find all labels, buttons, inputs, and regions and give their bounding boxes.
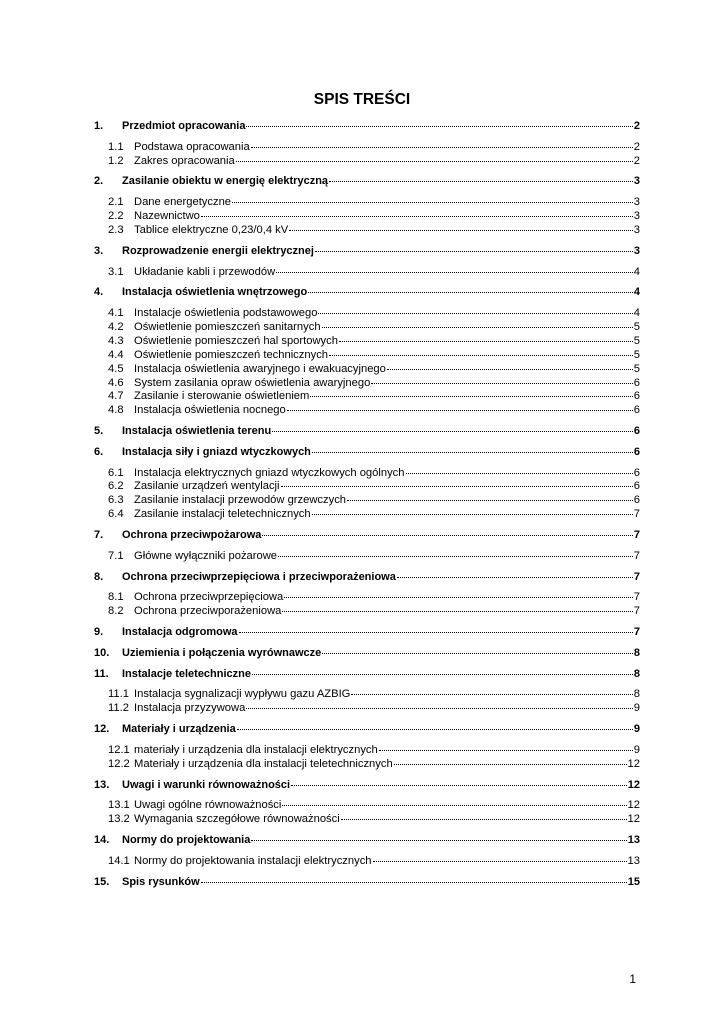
toc-section-entry (94, 719, 640, 740)
toc-entry-title: Zakres opracowania (134, 154, 235, 167)
toc-entry-page: 6 (633, 466, 640, 479)
toc-entry-page: 3 (633, 223, 640, 236)
toc-entry-page: 2 (633, 154, 640, 167)
toc-dot-leader (282, 610, 632, 612)
toc-entry-title: Instalacje teletechniczne (122, 667, 251, 680)
toc-entry-title: Instalacja elektrycznych gniazd wtyczkowych ogólnych (134, 466, 405, 479)
toc-entry-number: 13.1 (108, 799, 130, 812)
toc-entry-page: 5 (633, 362, 640, 375)
toc-entry-title: Oświetlenie pomieszczeń technicznych (134, 348, 329, 361)
toc-entry-title: Normy do projektowania (122, 833, 251, 846)
toc-entry-number: 1.1 (108, 140, 124, 153)
toc-subsection-entry (94, 813, 640, 827)
toc-subsection-entry (94, 363, 640, 377)
toc-entry-page: 6 (633, 390, 640, 403)
toc-section-entry (94, 830, 640, 851)
toc-entry-page: 4 (633, 265, 640, 278)
toc-dot-leader (315, 250, 633, 252)
toc-entry-title: Dane energetyczne (134, 196, 232, 209)
toc-subsection-entry (94, 196, 640, 210)
toc-section-entry (94, 622, 640, 643)
toc-entry-page: 2 (633, 120, 640, 132)
toc-subsection-entry (94, 605, 640, 619)
toc-entry-page: 4 (633, 286, 640, 299)
toc-entry-title: Rozprowadzenie energii elektrycznej (122, 244, 314, 257)
toc-entry-number: 13.2 (108, 813, 130, 826)
toc-entry-number: 2.3 (108, 223, 124, 236)
toc-section-entry (94, 567, 640, 588)
toc-entry-page: 6 (633, 376, 640, 389)
toc-entry-number: 6.2 (108, 480, 124, 493)
toc-entry-title: Normy do projektowania instalacji elektrycznych (134, 854, 372, 867)
toc-dot-leader (232, 201, 633, 203)
toc-entry-number: 4.7 (108, 390, 124, 403)
toc-entry-number: 4.5 (108, 362, 124, 375)
toc-entry-number: 3. (94, 244, 104, 257)
toc-entry-number: 6.4 (108, 508, 124, 521)
toc-section-entry (94, 442, 640, 463)
toc-subsection-entry (94, 349, 640, 363)
toc-dot-leader (387, 368, 633, 370)
toc-entry-title: Zasilanie instalacji przewodów grzewczych (134, 494, 347, 507)
toc-entry-number: 12. (94, 723, 110, 736)
toc-entry-page: 3 (633, 244, 640, 257)
toc-entry-page: 9 (633, 743, 640, 756)
toc-entry-number: 2.1 (108, 196, 124, 209)
toc-dot-leader (276, 271, 633, 273)
toc-entry-number: 1.2 (108, 154, 124, 167)
toc-section-entry (94, 421, 640, 442)
toc-entry-title: Instalacja oświetlenia wnętrzowego (122, 286, 308, 299)
toc-dot-leader (394, 763, 627, 765)
toc-entry-number: 6.3 (108, 494, 124, 507)
table-of-contents (94, 116, 640, 892)
toc-section-entry (94, 171, 640, 192)
page-number: 1 (629, 972, 636, 986)
toc-subsection-entry (94, 591, 640, 605)
toc-entry-page: 5 (633, 348, 640, 361)
toc-entry-page: 9 (633, 702, 640, 715)
toc-entry-page: 6 (633, 480, 640, 493)
toc-entry-number: 4.3 (108, 334, 124, 347)
toc-dot-leader (351, 693, 632, 695)
toc-dot-leader (406, 472, 633, 474)
toc-entry-number: 2. (94, 175, 104, 188)
toc-entry-title: Instalacja siły i gniazd wtyczkowych (122, 445, 311, 458)
toc-entry-page: 7 (633, 549, 640, 562)
toc-subsection-entry (94, 321, 640, 335)
toc-dot-leader (322, 652, 633, 654)
toc-entry-title: System zasilania opraw oświetlenia awaryjnego (134, 376, 371, 389)
toc-subsection-entry (94, 508, 640, 522)
toc-section-entry (94, 525, 640, 546)
toc-entry-number: 4.1 (108, 307, 124, 320)
toc-dot-leader (281, 485, 633, 487)
toc-entry-page: 3 (633, 210, 640, 223)
toc-subsection-entry (94, 550, 640, 564)
toc-section-entry (94, 643, 640, 664)
toc-entry-title: Instalacja sygnalizacji wypływu gazu AZBIG (134, 688, 351, 701)
toc-entry-number: 11.1 (108, 688, 129, 701)
toc-entry-title: Instalacja oświetlenia terenu (122, 425, 272, 438)
toc-entry-title: materiały i urządzenia dla instalacji elektrycznych (134, 743, 378, 756)
toc-dot-leader (322, 326, 633, 328)
toc-entry-number: 12.1 (108, 743, 130, 756)
toc-dot-leader (287, 409, 633, 411)
toc-entry-number: 11.2 (108, 702, 129, 715)
toc-section-entry (94, 775, 640, 796)
toc-entry-page: 8 (633, 688, 640, 701)
toc-entry-page: 13 (627, 833, 640, 846)
toc-dot-leader (236, 160, 633, 162)
toc-dot-leader (201, 881, 627, 883)
toc-entry-page: 7 (633, 591, 640, 604)
toc-entry-page: 6 (633, 425, 640, 438)
toc-entry-page: 7 (633, 508, 640, 521)
toc-dot-leader (262, 534, 633, 536)
toc-entry-number: 1. (94, 120, 104, 132)
toc-entry-number: 7.1 (108, 549, 124, 562)
toc-dot-leader (341, 818, 627, 820)
toc-entry-page: 2 (633, 140, 640, 153)
toc-entry-page: 5 (633, 334, 640, 347)
toc-section-entry (94, 664, 640, 685)
toc-dot-leader (329, 354, 633, 356)
toc-entry-page: 5 (633, 320, 640, 333)
toc-dot-leader (347, 499, 633, 501)
toc-entry-title: Zasilanie i sterowanie oświetleniem (134, 390, 310, 403)
toc-entry-title: Zasilanie instalacji teletechnicznych (134, 508, 311, 521)
toc-entry-page: 3 (633, 175, 640, 188)
toc-entry-title: Główne wyłączniki pożarowe (134, 549, 278, 562)
toc-section-entry (94, 872, 640, 893)
toc-subsection-entry (94, 758, 640, 772)
toc-dot-leader (284, 596, 633, 598)
toc-subsection-entry (94, 799, 640, 813)
toc-dot-leader (246, 125, 632, 127)
toc-subsection-entry (94, 390, 640, 404)
toc-entry-title: Nazewnictwo (134, 210, 200, 223)
toc-entry-number: 9. (94, 626, 104, 639)
toc-dot-leader (373, 860, 627, 862)
toc-section-entry (94, 282, 640, 303)
toc-subsection-entry (94, 855, 640, 869)
toc-subsection-entry (94, 702, 640, 716)
toc-dot-leader (272, 430, 633, 432)
toc-dot-leader (251, 146, 633, 148)
toc-entry-number: 5. (94, 425, 104, 438)
toc-entry-number: 8.1 (108, 591, 124, 604)
toc-entry-number: 6. (94, 445, 104, 458)
toc-entry-number: 7. (94, 529, 104, 542)
toc-entry-title: Instalacja oświetlenia nocnego (134, 404, 286, 417)
toc-entry-number: 4.4 (108, 348, 124, 361)
toc-entry-title: Tablice elektryczne 0,23/0,4 kV (134, 223, 289, 236)
toc-dot-leader (289, 229, 633, 231)
toc-entry-number: 10. (94, 646, 110, 659)
toc-dot-leader (312, 451, 633, 453)
toc-entry-title: Ochrona przeciwprzepięciowa i przeciwporażeniowa (122, 570, 396, 583)
toc-subsection-entry (94, 335, 640, 349)
toc-entry-page: 13 (627, 854, 640, 867)
toc-dot-leader (239, 631, 633, 633)
toc-entry-number: 2.2 (108, 210, 124, 223)
toc-dot-leader (282, 804, 626, 806)
toc-dot-leader (371, 382, 632, 384)
toc-entry-title: Instalacja oświetlenia awaryjnego i ewakuacyjnego (134, 362, 386, 375)
toc-entry-page: 6 (633, 404, 640, 417)
document-title: SPIS TREŚCI (313, 91, 411, 108)
toc-entry-title: Spis rysunków (122, 875, 200, 888)
toc-entry-title: Oświetlenie pomieszczeń sanitarnych (134, 320, 321, 333)
toc-entry-title: Uwagi ogólne równoważności (134, 799, 282, 812)
toc-entry-page: 4 (633, 307, 640, 320)
toc-entry-number: 8. (94, 570, 104, 583)
toc-subsection-entry (94, 307, 640, 321)
toc-entry-title: Materiały i urządzenia dla instalacji teletechnicznych (134, 757, 393, 770)
toc-entry-page: 7 (633, 605, 640, 618)
toc-subsection-entry (94, 480, 640, 494)
toc-entry-number: 3.1 (108, 265, 124, 278)
toc-entry-title: Oświetlenie pomieszczeń hal sportowych (134, 334, 338, 347)
toc-dot-leader (246, 707, 632, 709)
toc-subsection-entry (94, 155, 640, 169)
toc-entry-number: 12.2 (108, 757, 130, 770)
toc-entry-title: Podstawa opracowania (134, 140, 250, 153)
toc-entry-page: 7 (633, 626, 640, 639)
toc-entry-title: Przedmiot opracowania (122, 120, 246, 132)
toc-entry-title: Uziemienia i połączenia wyrównawcze (122, 646, 322, 659)
toc-entry-page: 7 (633, 570, 640, 583)
toc-entry-title: Ochrona przeciwprzepięciowa (134, 591, 284, 604)
toc-entry-page: 6 (633, 494, 640, 507)
toc-subsection-entry (94, 744, 640, 758)
toc-entry-page: 15 (627, 875, 640, 888)
toc-dot-leader (329, 180, 633, 182)
toc-entry-page: 6 (633, 445, 640, 458)
toc-dot-leader (318, 312, 632, 314)
toc-entry-number: 11. (94, 667, 109, 680)
toc-entry-number: 6.1 (108, 466, 124, 479)
toc-entry-title: Wymagania szczegółowe równoważności (134, 813, 340, 826)
toc-dot-leader (312, 513, 633, 515)
toc-entry-number: 4. (94, 286, 104, 299)
toc-section-entry (94, 116, 640, 137)
toc-entry-page: 12 (627, 757, 640, 770)
toc-entry-number: 13. (94, 778, 110, 791)
toc-dot-leader (278, 555, 633, 557)
toc-entry-page: 8 (633, 667, 640, 680)
toc-entry-number: 14. (94, 833, 110, 846)
toc-entry-number: 4.2 (108, 320, 124, 333)
toc-entry-page: 8 (633, 646, 640, 659)
toc-subsection-entry (94, 224, 640, 238)
toc-dot-leader (201, 215, 633, 217)
toc-subsection-entry (94, 404, 640, 418)
toc-subsection-entry (94, 210, 640, 224)
toc-dot-leader (291, 784, 627, 786)
toc-entry-title: Zasilanie obiektu w energię elektryczną (122, 175, 329, 188)
toc-dot-leader (339, 340, 633, 342)
toc-dot-leader (379, 749, 633, 751)
toc-subsection-entry (94, 141, 640, 155)
toc-entry-number: 8.2 (108, 605, 124, 618)
toc-entry-page: 12 (627, 813, 640, 826)
toc-dot-leader (308, 291, 633, 293)
toc-dot-leader (237, 728, 633, 730)
toc-entry-title: Instalacja odgromowa (122, 626, 238, 639)
toc-dot-leader (310, 395, 632, 397)
toc-section-entry (94, 241, 640, 262)
toc-dot-leader (251, 839, 626, 841)
toc-subsection-entry (94, 688, 640, 702)
toc-entry-page: 9 (633, 723, 640, 736)
toc-subsection-entry (94, 467, 640, 481)
toc-entry-title: Zasilanie urządzeń wentylacji (134, 480, 280, 493)
toc-entry-title: Uwagi i warunki równoważności (122, 778, 291, 791)
toc-entry-title: Instalacje oświetlenia podstawowego (134, 307, 318, 320)
toc-dot-leader (252, 673, 633, 675)
toc-entry-page: 12 (627, 778, 640, 791)
toc-entry-page: 7 (633, 529, 640, 542)
toc-entry-title: Materiały i urządzenia (122, 723, 236, 736)
toc-dot-leader (397, 576, 633, 578)
toc-entry-number: 4.6 (108, 376, 124, 389)
toc-entry-title: Instalacja przyzywowa (134, 702, 246, 715)
toc-entry-title: Ochrona przeciwpożarowa (122, 529, 262, 542)
toc-entry-page: 3 (633, 196, 640, 209)
toc-entry-number: 4.8 (108, 404, 124, 417)
toc-entry-number: 15. (94, 875, 110, 888)
toc-entry-number: 14.1 (108, 854, 130, 867)
toc-subsection-entry (94, 494, 640, 508)
toc-entry-page: 12 (627, 799, 640, 812)
toc-entry-title: Ochrona przeciwporażeniowa (134, 605, 282, 618)
toc-subsection-entry (94, 377, 640, 391)
toc-subsection-entry (94, 266, 640, 280)
toc-entry-title: Układanie kabli i przewodów (134, 265, 276, 278)
